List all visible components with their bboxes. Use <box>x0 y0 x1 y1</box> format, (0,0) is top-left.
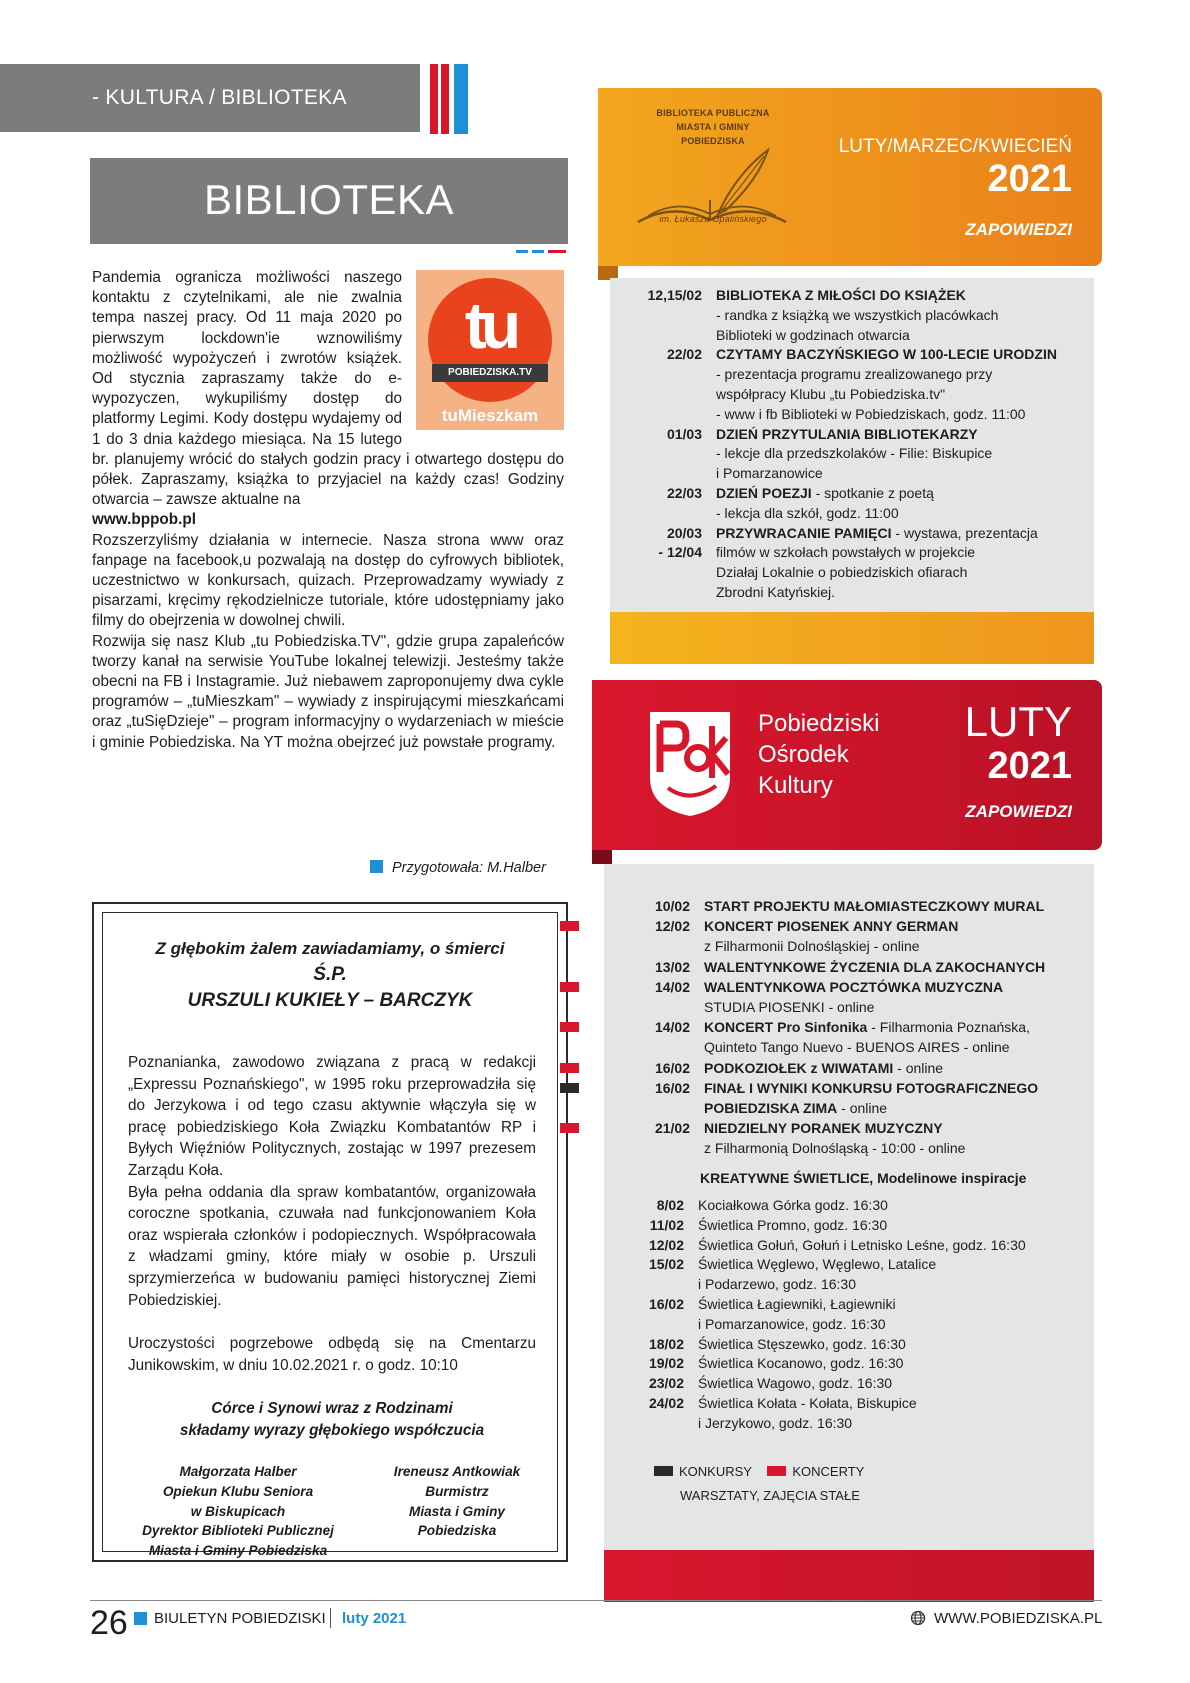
obituary-paragraph: Była pełna oddania dla spraw kombatantów, organizowała coroczne spotkania, czuwała nad funkcjonowaniem Koła oraz wspierała członków i podopiecznych. Współpracowała z władzami gminy, które miały w osobie p. Urszuli sprzymierzeńca w budowaniu pamięci historycznej Ziemi Pobiedziskiej. <box>128 1183 536 1309</box>
event-date <box>604 1138 704 1158</box>
creative-row <box>604 1255 1094 1275</box>
event-title: DZIEŃ POEZJI <box>716 484 812 501</box>
creative-text: i Podarzewo, godz. 16:30 <box>698 1276 856 1293</box>
event-text <box>716 444 992 464</box>
article-text: Pandemia ogranicza możliwości naszego kontaktu z czytelnikami, ale nie zwalnia tempa naszej pracy. Od 11 maja 2020 po pierwszym lockdown'ie wznowiliśmy możliwość wypożyczeń i zwrotów książek. Od stycznia zapraszamy także do e-wypozyczen, wykupiliśmy dostęp do platformy Legimi. Kody dostępu wydajemy od 1 do 3 dnia każdego miesiąca. Na 15 lutego br. planujemy wrócić do stałych godzin pracy i otwartego dostępu do półek. Zapraszamy, książka to przyjaciel na każdy czas! Godziny otwarcia – zawsze aktualne na <box>92 269 564 509</box>
pok-bottom-strip <box>604 1550 1094 1602</box>
event-title: START PROJEKTU MAŁOMIASTECZKOWY MURAL <box>704 898 1045 914</box>
legend-black-square-icon <box>654 1466 673 1476</box>
library-events-list <box>618 286 1088 603</box>
event-text <box>716 524 1038 544</box>
event-detail: - wystawa, prezentacja <box>891 524 1038 541</box>
legend-warsztaty: WARSZTATY, ZAJĘCIA STAŁE <box>680 1488 860 1503</box>
library-bottom-strip <box>610 612 1094 664</box>
library-event-row <box>618 345 1088 365</box>
creative-row <box>604 1275 1094 1295</box>
creative-date: 23/02 <box>648 1375 684 1392</box>
event-detail: - randka z książką we wszystkich placówkach <box>716 306 999 323</box>
library-logo-patron: im. Łukasza Opalińskiego <box>659 214 767 224</box>
event-detail: - prezentacja programu zrealizowanego przy <box>716 366 993 383</box>
event-date: 14/02 <box>654 978 690 995</box>
legend-row <box>654 1460 864 1484</box>
signature-line: Opiekun Klubu Seniora <box>162 1483 314 1499</box>
signature-line: w Biskupicach <box>190 1503 286 1519</box>
event-date <box>618 583 716 603</box>
event-date: 20/03 <box>666 524 702 541</box>
library-logo <box>618 96 808 246</box>
obituary-paragraph: Poznanianka, zawodowo związana z pracą w redakcji „Expressu Poznańskiego", w 1995 roku przeprowadziła się do Jerzykowa i od tego czasu aktywnie włączyła się w pracę pobiedziskiego Koła Związku Kombatantów RP i Byłych Więźniów Politycznych, zostając w 1997 prezesem Zarządu Koła. <box>128 1054 536 1179</box>
creative-text: Świetlica Gołuń, Gołuń i Letnisko Leśne, godz. 16:30 <box>698 1236 1026 1253</box>
event-date: 12/02 <box>654 918 690 935</box>
creative-text: i Pomarzanowice, godz. 16:30 <box>698 1315 886 1332</box>
event-detail: filmów w szkołach powstałych w projekcie <box>716 544 976 561</box>
signature-line: Dyrektor Biblioteki Publicznej <box>142 1523 334 1539</box>
footer-publication: BIULETYN POBIEDZISKI <box>154 1610 326 1627</box>
page-number: 26 <box>90 1604 128 1642</box>
creative-date: 18/02 <box>648 1335 684 1352</box>
globe-icon <box>910 1610 926 1626</box>
event-text <box>716 563 967 583</box>
pok-event-row <box>604 1078 1094 1098</box>
pok-event-row <box>604 957 1094 977</box>
obituary-signature-right <box>372 1462 542 1541</box>
article-url[interactable]: www.bppob.pl <box>92 511 196 529</box>
event-date: 22/03 <box>666 484 702 501</box>
event-date: 21/02 <box>654 1120 690 1137</box>
event-title: KONCERT Pro Sinfonika <box>704 1019 868 1036</box>
event-text <box>704 1118 943 1138</box>
article-paragraph: Rozwija się nasz Klub „tu Pobiedziska.TV", gdzie grupa zapaleńców tworzy kanał na serwisie YouTube lokalnej telewizji. Jesteśmy także obecni na FB i Instagramie. Już niebawem zaproponujemy dwa cykle programów – „tuMieszkam" – wywiady z inspirującymi mieszkańcami oraz „tuSięDzieje" – program informacyjny o wydarzeniach w mieście i gminie Pobiedziska. Na YT można obejrzeć już powstałe programy. <box>92 632 564 751</box>
event-detail: i Pomarzanowice <box>716 465 823 482</box>
event-detail: Biblioteki w godzinach otwarcia <box>716 326 910 343</box>
event-date <box>618 563 716 583</box>
creative-date <box>604 1315 698 1335</box>
event-text <box>704 997 874 1017</box>
obituary-body <box>128 1052 536 1442</box>
pok-name-line: Pobiedziski <box>758 710 880 737</box>
event-detail: STUDIA PIOSENKI - online <box>704 999 875 1016</box>
concert-marker-icon <box>560 921 579 931</box>
event-title: FINAŁ I WYNIKI KONKURSU FOTOGRAFICZNEGO <box>704 1079 1039 1096</box>
event-text <box>704 1078 1038 1098</box>
footer-separator <box>330 1608 331 1628</box>
event-date: 22/02 <box>666 346 702 363</box>
pok-event-row <box>604 916 1094 936</box>
library-event-row <box>618 385 1088 405</box>
pok-name-line: Kultury <box>758 772 833 799</box>
event-date: 16/02 <box>654 1079 690 1096</box>
event-detail: - www i fb Biblioteki w Pobiedziskach, godz. 11:00 <box>716 405 1026 422</box>
event-title: WALENTYNKOWE ŻYCZENIA DLA ZAKOCHANYCH <box>704 958 1046 975</box>
event-date: 16/02 <box>654 1059 690 1076</box>
creative-row <box>604 1374 1094 1394</box>
event-text <box>704 1037 1010 1057</box>
footer-divider <box>90 1600 1102 1601</box>
flag-stripe-blue <box>454 64 468 134</box>
library-event-row <box>618 524 1088 544</box>
event-title: NIEDZIELNY PORANEK MUZYCZNY <box>704 1120 943 1137</box>
creative-text: Świetlica Łagiewniki, Łagiewniki <box>698 1295 896 1312</box>
event-text <box>704 977 1003 997</box>
signature-line: Pobiedziska <box>417 1523 497 1539</box>
title-accent-blue <box>516 250 528 253</box>
event-text <box>704 1138 965 1158</box>
event-text <box>704 936 920 956</box>
creative-row <box>604 1216 1094 1236</box>
event-detail: Quinteto Tango Nuevo - BUENOS AIRES - online <box>704 1039 1010 1056</box>
flag-stripe-red <box>441 64 449 134</box>
square-bullet-icon <box>134 1612 147 1625</box>
creative-text: Świetlica Promno, godz. 16:30 <box>698 1216 888 1233</box>
library-event-row <box>618 464 1088 484</box>
event-detail: - spotkanie z poetą <box>811 484 934 501</box>
event-title: BIBLIOTEKA Z MIŁOŚCI DO KSIĄŻEK <box>716 287 966 303</box>
concert-marker-icon <box>560 982 579 992</box>
library-logo-line: POBIEDZISKA <box>681 136 745 146</box>
event-date: 10/02 <box>654 898 690 914</box>
creative-date: 8/02 <box>656 1197 684 1213</box>
obituary-paragraph: Uroczystości pogrzebowe odbędą się na Cmentarzu Junikowskim, w dniu 10.02.2021 r. o godz. 10:10 <box>128 1335 536 1374</box>
event-title: PRZYWRACANIE PAMIĘCI <box>716 524 892 541</box>
creative-date <box>604 1414 698 1434</box>
event-text <box>704 1017 1030 1037</box>
footer-url[interactable]: WWW.POBIEDZISKA.PL <box>934 1610 1103 1627</box>
pok-month: LUTY <box>964 698 1072 745</box>
event-title: DZIEŃ PRZYTULANIA BIBLIOTEKARZY <box>716 425 978 442</box>
obituary-name: URSZULI KUKIEŁY – BARCZYK <box>187 990 473 1011</box>
title-accent-blue <box>532 250 544 253</box>
tu-pobiedziska-logo <box>416 270 564 430</box>
creative-text: Świetlica Wagowo, godz. 16:30 <box>698 1375 893 1392</box>
library-event-row <box>618 365 1088 385</box>
event-date <box>604 1098 704 1118</box>
credit-text: Przygotowała: M.Halber <box>392 860 546 876</box>
creative-row <box>604 1394 1094 1414</box>
event-text <box>704 896 1044 916</box>
creative-text: i Jerzykowo, godz. 16:30 <box>698 1414 853 1431</box>
pok-event-row <box>604 1138 1094 1158</box>
event-text <box>716 583 835 603</box>
obituary-line2: Ś.P. <box>313 964 347 985</box>
library-event-row <box>618 504 1088 524</box>
event-date <box>618 326 716 346</box>
square-bullet-icon <box>370 860 383 873</box>
library-event-row <box>618 286 1088 306</box>
logo-band: POBIEDZISKA.TV <box>432 364 548 382</box>
creative-row <box>604 1236 1094 1256</box>
library-subtitle: ZAPOWIEDZI <box>965 220 1072 239</box>
pok-event-row <box>604 1017 1094 1037</box>
pok-event-row <box>604 997 1094 1017</box>
library-year: 2021 <box>987 158 1072 200</box>
creative-text: Świetlica Kołata - Kołata, Biskupice <box>698 1394 917 1411</box>
event-text <box>716 326 910 346</box>
event-date <box>604 1037 704 1057</box>
pok-event-row <box>604 896 1094 916</box>
concert-marker-icon <box>560 1063 579 1073</box>
library-event-row <box>618 543 1088 563</box>
pok-event-row <box>604 1118 1094 1138</box>
creative-row <box>604 1315 1094 1335</box>
pok-legend <box>654 1460 864 1508</box>
event-title: PODKOZIOŁEK z WIWATAMI <box>704 1059 894 1076</box>
pok-name-line: Ośrodek <box>758 741 849 768</box>
event-date <box>618 385 716 405</box>
library-logo-line: MIASTA I GMINY <box>676 122 750 132</box>
creative-text: Świetlica Kocanowo, godz. 16:30 <box>698 1355 904 1372</box>
creative-date <box>604 1275 698 1295</box>
event-title: KONCERT PIOSENEK ANNY GERMAN <box>704 918 959 935</box>
event-text <box>716 345 1057 365</box>
event-text <box>704 916 958 936</box>
event-date <box>618 444 716 464</box>
event-text <box>716 286 966 306</box>
event-text <box>716 306 998 326</box>
event-text <box>716 464 823 484</box>
library-event-row <box>618 425 1088 445</box>
contest-marker-icon <box>560 1083 579 1093</box>
pok-event-row <box>604 1058 1094 1078</box>
creative-text: Świetlica Węglewo, Węglewo, Latalice <box>698 1256 937 1273</box>
pok-event-row <box>604 936 1094 956</box>
event-date <box>618 504 716 524</box>
legend-konkursy: KONKURSY <box>679 1464 752 1479</box>
page-title: BIBLIOTEKA <box>203 176 455 223</box>
creative-date: 24/02 <box>648 1394 684 1411</box>
obituary-line1: Z głębokim żalem zawiadamiamy, o śmierci <box>155 939 505 958</box>
library-event-row <box>618 405 1088 425</box>
footer-issue: luty 2021 <box>342 1610 407 1627</box>
pok-event-row <box>604 1037 1094 1057</box>
event-text <box>704 957 1045 977</box>
obituary-condolences <box>128 1398 536 1442</box>
creative-list <box>604 1196 1094 1434</box>
creative-text: Świetlica Stęszewko, godz. 16:30 <box>698 1335 906 1352</box>
pok-event-row <box>604 1098 1094 1118</box>
pok-event-row <box>604 977 1094 997</box>
event-text <box>716 365 992 385</box>
pok-subtitle: ZAPOWIEDZI <box>965 802 1072 821</box>
library-event-row <box>618 563 1088 583</box>
library-event-row <box>618 326 1088 346</box>
pok-year: 2021 <box>987 745 1072 787</box>
condolence-line: składamy wyrazy głębokiego współczucia <box>179 1422 485 1440</box>
signature-line: Burmistrz <box>425 1483 489 1499</box>
creative-date: 11/02 <box>649 1216 684 1233</box>
creative-row <box>604 1414 1094 1434</box>
signature-line: Miasta i Gminy <box>409 1503 505 1519</box>
event-text <box>704 1098 887 1118</box>
creative-text: Kociałkowa Górka godz. 16:30 <box>698 1197 888 1213</box>
library-event-row <box>618 583 1088 603</box>
logo-sub: tuMieszkam <box>441 406 539 425</box>
event-detail: - Filharmonia Poznańska, <box>867 1019 1030 1036</box>
event-text <box>716 484 934 504</box>
signature-line: Ireneusz Antkowiak <box>393 1464 521 1479</box>
event-date: 14/02 <box>654 1019 690 1036</box>
event-date <box>618 464 716 484</box>
library-event-row <box>618 484 1088 504</box>
event-text <box>704 1058 943 1078</box>
section-label: - KULTURA / BIBLIOTEKA <box>92 86 347 109</box>
event-title: CZYTAMY BACZYŃSKIEGO W 100-LECIE URODZIN <box>716 346 1057 363</box>
event-date: 12,15/02 <box>647 287 702 303</box>
event-text <box>716 405 1025 425</box>
event-detail: - lekcja dla szkół, godz. 11:00 <box>716 504 899 521</box>
title-accent-red <box>548 250 566 253</box>
logo-letters: tu <box>464 288 516 362</box>
event-text <box>716 385 945 405</box>
event-date: 13/02 <box>654 958 690 975</box>
creative-row <box>604 1196 1094 1216</box>
event-text <box>716 425 978 445</box>
library-event-row <box>618 306 1088 326</box>
event-date <box>618 405 716 425</box>
creative-row <box>604 1354 1094 1374</box>
legend-koncerty: KONCERTY <box>792 1464 865 1479</box>
event-date <box>618 365 716 385</box>
article <box>92 268 564 753</box>
event-detail: z Filharmonią Dolnośląską - 10:00 - online <box>704 1140 966 1157</box>
creative-date: 12/02 <box>648 1236 684 1253</box>
signature-line: Małgorzata Halber <box>179 1464 297 1479</box>
article-paragraph: Rozszerzyliśmy działania w internecie. Nasza strona www oraz fanpage na facebook,u pozwalają na dostęp do cyfrowych bibliotek, uczestnictwo w konkursach, quizach. Przeprowadzamy wywiady z pisarzami, kręcimy rękodzielnicze tutoriale, które udostępniamy jako filmy do obejrzenia w dowolnej chwili. <box>92 531 564 630</box>
pok-banner-fold <box>592 850 612 864</box>
event-text <box>716 504 899 524</box>
event-text <box>716 543 975 563</box>
legend-red-square-icon <box>767 1466 786 1476</box>
event-detail: Zbrodni Katyńskiej. <box>716 583 836 600</box>
event-date: - 12/04 <box>658 544 702 561</box>
pok-name <box>758 708 879 801</box>
signature-line: Miasta i Gminy Pobiedziska <box>148 1543 328 1559</box>
creative-date: 16/02 <box>648 1295 684 1312</box>
pok-logo-icon <box>646 708 734 820</box>
creative-date: 15/02 <box>648 1256 684 1273</box>
pok-events-list <box>604 896 1094 1159</box>
event-title: POBIEDZISKA ZIMA <box>704 1100 838 1117</box>
event-detail: - online <box>893 1059 944 1076</box>
event-date <box>618 306 716 326</box>
concert-marker-icon <box>560 1123 579 1133</box>
library-period: LUTY/MARZEC/KWIECIEŃ <box>838 136 1072 157</box>
article-credit <box>370 860 546 876</box>
event-title: WALENTYNKOWA POCZTÓWKA MUZYCZNA <box>704 978 1004 995</box>
event-date: 01/03 <box>666 425 702 442</box>
library-logo-line: BIBLIOTEKA PUBLICZNA <box>656 108 770 118</box>
flag-stripe-red <box>430 64 438 134</box>
event-detail: - online <box>837 1100 888 1117</box>
event-detail: Działaj Lokalnie o pobiedziskich ofiarach <box>716 564 968 581</box>
event-date <box>604 997 704 1017</box>
creative-row <box>604 1295 1094 1315</box>
event-detail: współpracy Klubu „tu Pobiedziska.tv" <box>716 385 946 402</box>
creative-row <box>604 1335 1094 1355</box>
event-detail: z Filharmonii Dolnośląskiej - online <box>704 938 920 955</box>
concert-marker-icon <box>560 1022 579 1032</box>
creative-date: 19/02 <box>648 1355 684 1372</box>
event-date <box>604 936 704 956</box>
library-event-row <box>618 444 1088 464</box>
obituary-header <box>112 936 548 1014</box>
obituary-signature-left <box>118 1462 358 1561</box>
creative-title: KREATYWNE ŚWIETLICE, Modelinowe inspiracje <box>700 1170 1027 1186</box>
condolence-line: Córce i Synowi wraz z Rodzinami <box>211 1400 453 1418</box>
event-detail: - lekcje dla przedszkolaków - Filie: Biskupice <box>716 445 993 462</box>
